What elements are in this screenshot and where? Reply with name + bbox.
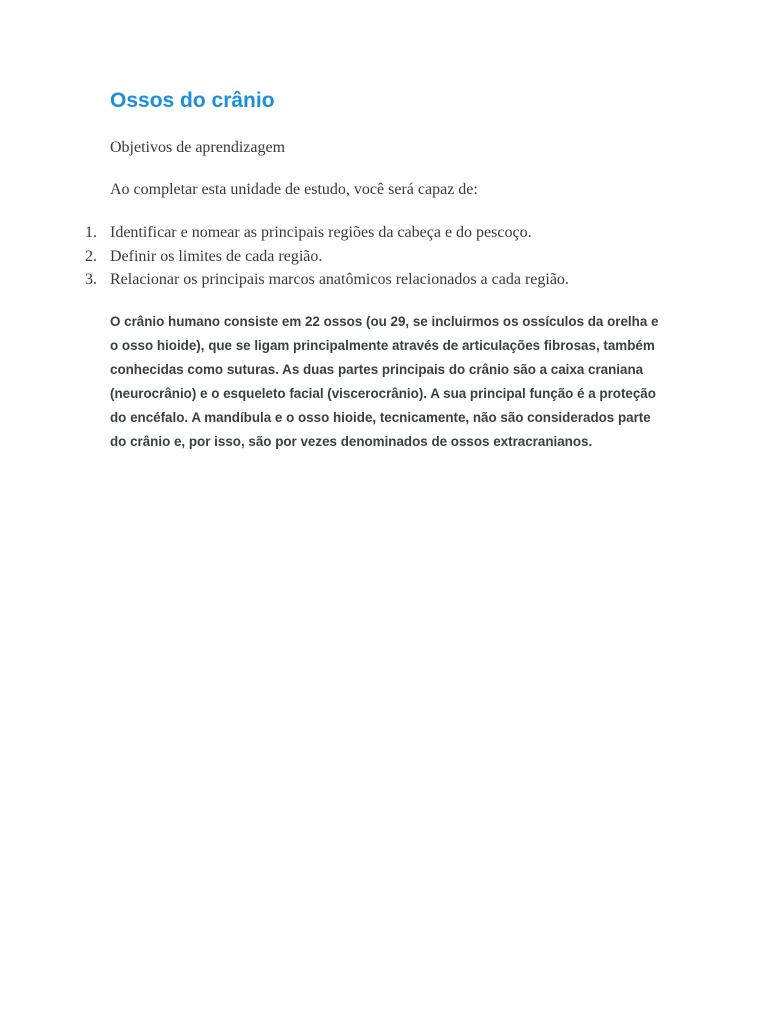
list-item-number: 1. bbox=[85, 224, 97, 241]
list-item-number: 3. bbox=[85, 271, 97, 288]
list-item bbox=[0, 268, 700, 292]
objectives-list bbox=[0, 221, 700, 292]
page-title: Ossos do crânio bbox=[110, 89, 275, 112]
list-item-text: Relacionar os principais marcos anatômicos relacionados a cada região. bbox=[110, 271, 569, 288]
intro-text: Ao completar esta unidade de estudo, você será capaz de: bbox=[110, 181, 478, 198]
body-paragraph: O crânio humano consiste em 22 ossos (ou 29, se incluirmos os ossículos da orelha e o osso hioide), que se ligam principalmente através de articulações fibrosas, também conhecidas como suturas. As duas partes principais do crânio são a caixa craniana (neurocrânio) e o esqueleto facial (viscerocrânio). A sua principal função é a proteção do encéfalo. A mandíbula e o osso hioide, tecnicamente, não são considerados parte do crânio e, por isso, são por vezes denominados de ossos extracranianos. bbox=[110, 314, 659, 449]
list-item bbox=[0, 221, 700, 245]
list-item-text: Definir os limites de cada região. bbox=[110, 247, 323, 265]
learning-objectives-heading: Objetivos de aprendizagem bbox=[110, 139, 286, 156]
list-item-text: Identificar e nomear as principais regiões da cabeça e do pescoço. bbox=[110, 224, 532, 241]
list-item bbox=[0, 245, 700, 269]
list-item-number: 2. bbox=[85, 247, 97, 265]
